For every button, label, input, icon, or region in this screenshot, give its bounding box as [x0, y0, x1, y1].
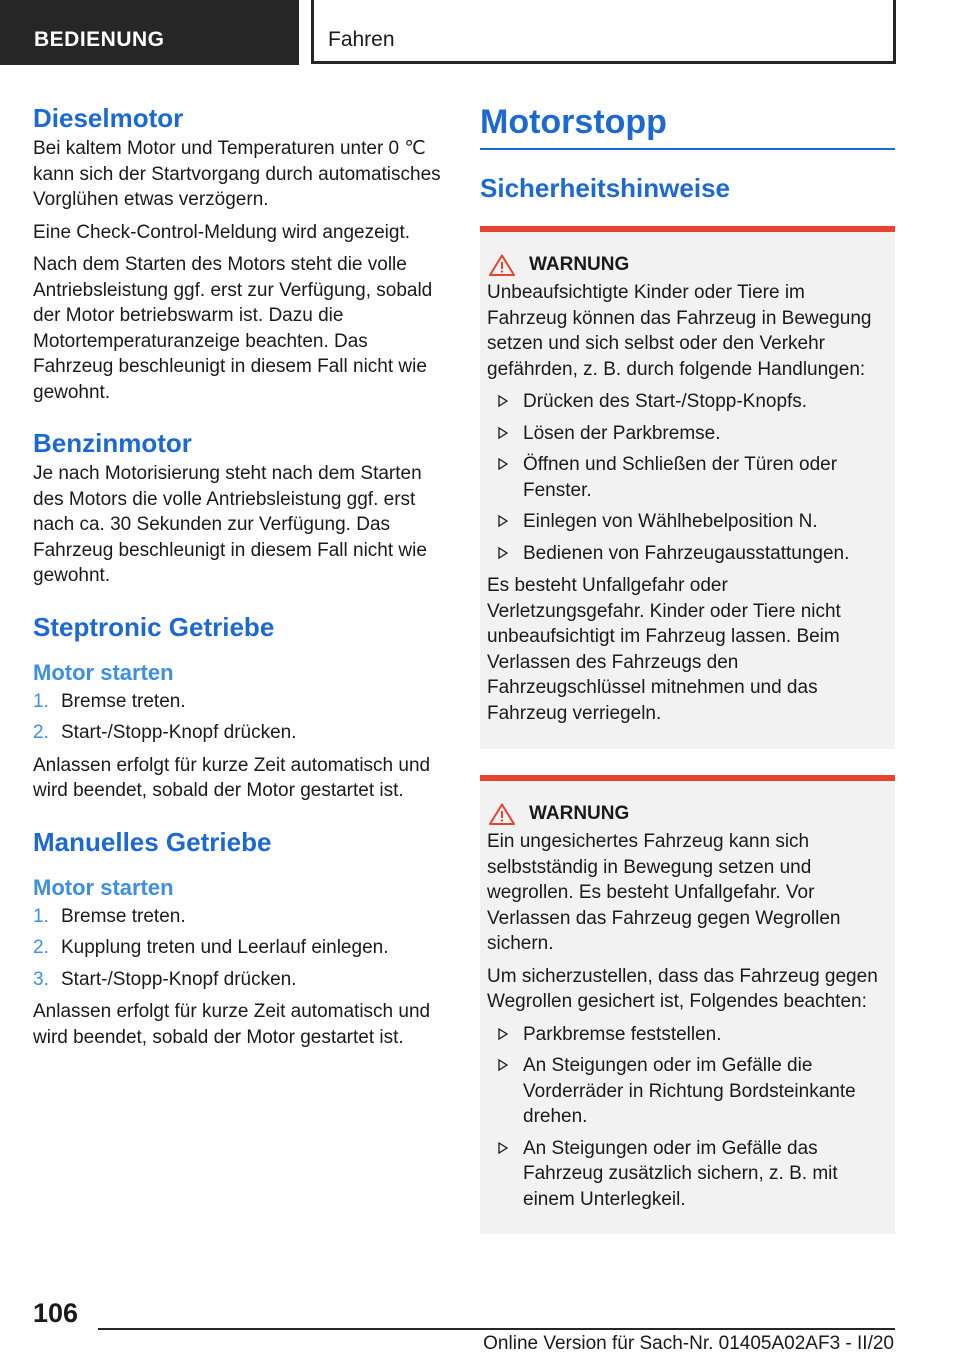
- warning-box: [480, 226, 895, 749]
- list-item: [33, 967, 447, 993]
- paragraph: Nach dem Starten des Motors steht die volle Antriebsleistung ggf. erst zur Verfügung, sobald der Motor betriebswarm ist. Dazu die Motortemperaturanzeige beachten. Das Fahrzeug beschleunigt in diesem Fall nicht wie gewohnt.: [33, 254, 433, 403]
- triangle-bullet-icon: [498, 1059, 508, 1071]
- paragraph: Eine Check-Control-Meldung wird angezeigt.: [33, 221, 411, 243]
- list-item-text: Drücken des Start-/Stopp-Knopfs.: [523, 391, 808, 412]
- list-item: [487, 509, 885, 535]
- section-title-steptronic: Steptronic Getriebe: [33, 611, 275, 642]
- list-item-text: Bedienen von Fahrzeugausstattungen.: [523, 542, 850, 564]
- list-item: [33, 935, 447, 961]
- triangle-bullet-icon: [498, 427, 508, 439]
- triangle-bullet-icon: [498, 395, 508, 407]
- paragraph: Anlassen erfolgt für kurze Zeit automatisch und wird beendet, sobald der Motor gestartet ist.: [33, 754, 431, 801]
- step-text: Kupplung treten und Leerlauf einlegen.: [61, 937, 389, 958]
- list-item: [487, 389, 885, 415]
- list-item-text: Parkbremse feststellen.: [523, 1023, 722, 1045]
- triangle-bullet-icon: [498, 458, 508, 470]
- section-title-diesel: Dieselmotor: [33, 103, 184, 133]
- triangle-bullet-icon: [498, 1142, 508, 1154]
- warning-label: WARNUNG: [529, 254, 630, 275]
- step-number: 1.: [33, 690, 49, 712]
- warning-heading: [487, 801, 885, 826]
- subsection-title-motor-starten: Motor starten: [33, 659, 174, 685]
- step-number: 2.: [33, 937, 49, 958]
- list-item: [33, 689, 447, 715]
- section-title-manuell: Manuelles Getriebe: [33, 826, 272, 857]
- list-item-text: An Steigungen oder im Gefälle das Fahrzeug zusätzlich sichern, z. B. mit einem Unterlegkeil.: [523, 1137, 838, 1210]
- list-item: [487, 1136, 885, 1213]
- warning-label: WARNUNG: [529, 803, 630, 824]
- subsection-title-motor-starten: Motor starten: [33, 874, 174, 900]
- step-text: Start-/Stopp-Knopf drücken.: [61, 968, 297, 990]
- triangle-bullet-icon: [498, 1028, 508, 1040]
- warning-heading: [487, 252, 885, 277]
- right-column: [480, 100, 895, 1234]
- header-chapter-label: Fahren: [328, 28, 395, 51]
- header-section-tab: [0, 0, 299, 65]
- warning-box: [480, 775, 895, 1234]
- paragraph: Je nach Motorisierung steht nach dem Starten des Motors die volle Antriebsleistung ggf. erst nach ca. 30 Sekunden zur Verfügung. Das Fahrzeug beschleunigt in diesem Fall nicht wie gewohnt.: [33, 463, 427, 586]
- bullet-list: [487, 389, 885, 566]
- section-title-sicherheitshinweise: Sicherheitshinweise: [480, 173, 730, 203]
- list-item: [487, 1022, 885, 1048]
- page-number: 106: [33, 1298, 79, 1328]
- step-text: Bremse treten.: [61, 690, 186, 712]
- list-item: [33, 720, 447, 746]
- step-text: Bremse treten.: [61, 905, 186, 927]
- paragraph: Es besteht Unfallgefahr oder Verletzungsgefahr. Kinder oder Tiere nicht unbeaufsichtigt im Fahrzeug lassen. Beim Verlassen des Fahrzeugs den Fahrzeugschlüssel mitnehmen und das Fahrzeug verriegeln.: [487, 575, 841, 724]
- list-item: [33, 904, 447, 930]
- list-item: [487, 541, 885, 567]
- paragraph: Anlassen erfolgt für kurze Zeit automatisch und wird beendet, sobald der Motor gestartet ist.: [33, 1001, 431, 1048]
- warning-triangle-icon: [489, 803, 515, 825]
- step-number: 2.: [33, 722, 49, 743]
- list-item-text: Lösen der Parkbremse.: [523, 422, 721, 444]
- bullet-list: [487, 1022, 885, 1213]
- list-item: [487, 1053, 885, 1130]
- paragraph: Um sicherzustellen, dass das Fahrzeug gegen Wegrollen gesichert ist, Folgendes beachten:: [487, 965, 878, 1012]
- paragraph: Bei kaltem Motor und Temperaturen unter 0 ℃ kann sich der Startvorgang durch automatisches Vorglühen etwas verzögern.: [33, 138, 441, 210]
- list-item: [487, 452, 885, 503]
- section-title-benzin: Benzinmotor: [33, 428, 192, 458]
- header-chapter-tab: [311, 0, 896, 64]
- list-item-text: Einlegen von Wählhebelposition N.: [523, 511, 818, 532]
- steps-list: [33, 904, 447, 993]
- left-column: [33, 100, 447, 1057]
- paragraph: Unbeaufsichtigte Kinder oder Tiere im Fahrzeug können das Fahrzeug in Bewegung setzen und sich selbst oder den Verkehr gefährden, z. B. durch folgende Handlungen:: [487, 282, 872, 380]
- list-item: [487, 421, 885, 447]
- step-number: 3.: [33, 968, 49, 990]
- steps-list: [33, 689, 447, 746]
- header-section-label: BEDIENUNG: [34, 28, 165, 51]
- step-number: 1.: [33, 905, 49, 927]
- list-item-text: Öffnen und Schließen der Türen oder Fenster.: [523, 454, 838, 501]
- title-divider: [480, 148, 895, 150]
- step-text: Start-/Stopp-Knopf drücken.: [61, 722, 297, 743]
- triangle-bullet-icon: [498, 547, 508, 559]
- paragraph: Ein ungesichertes Fahrzeug kann sich selbstständig in Bewegung setzen und wegrollen. Es besteht Unfallgefahr. Vor Verlassen das Fahrzeug gegen Wegrollen sichern.: [487, 831, 841, 954]
- triangle-bullet-icon: [498, 515, 508, 527]
- footer-divider: [98, 1328, 895, 1330]
- warning-triangle-icon: [489, 254, 515, 276]
- list-item-text: An Steigungen oder im Gefälle die Vorderräder in Richtung Bordsteinkante drehen.: [523, 1055, 856, 1127]
- chapter-title-motorstopp: Motorstopp: [480, 103, 667, 141]
- footer-version-text: Online Version für Sach-Nr. 01405A02AF3 - II/20: [483, 1333, 894, 1354]
